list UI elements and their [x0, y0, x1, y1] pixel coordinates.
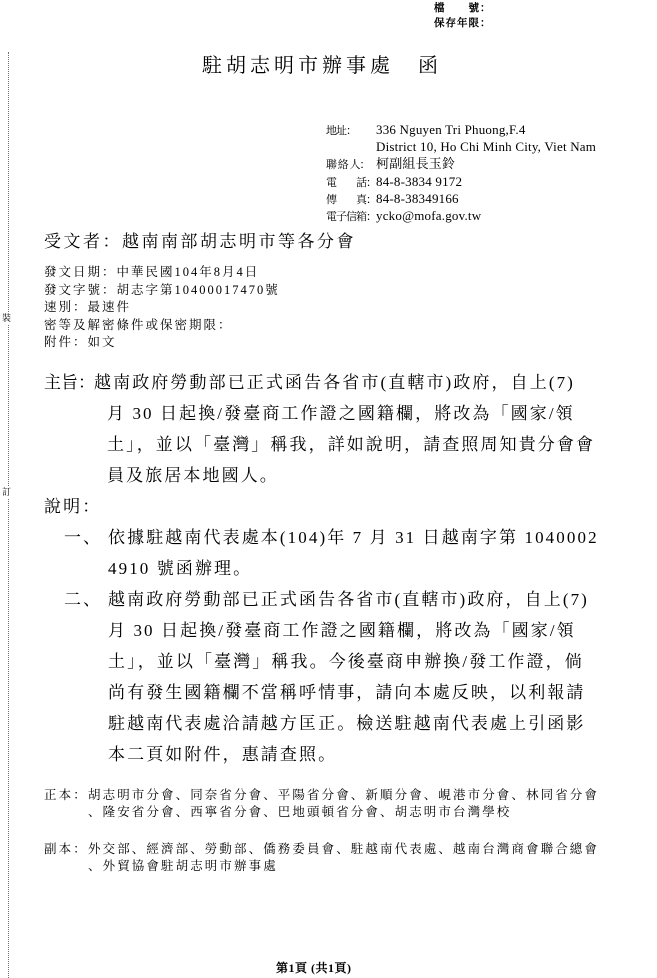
dispatch-date-label: 發文日期：: [44, 265, 117, 279]
address-row: [326, 121, 596, 138]
dispatch-meta: [44, 264, 280, 352]
email-row: [326, 207, 596, 224]
email-address: ycko@mofa.gov.tw: [376, 207, 482, 223]
copy-recipients-label: 副本：: [44, 842, 88, 856]
explanation-heading-line: [0, 491, 657, 522]
contact-person-row: [326, 155, 596, 172]
subject-line: [0, 429, 657, 460]
classification-row: [44, 317, 280, 335]
item-text-line: 駐越南代表處洽請越方匡正。檢送駐越南代表處上引函影: [108, 714, 586, 733]
item-text-line: 月 30 日起換/發臺商工作證之國籍欄，將改為「國家/領: [108, 621, 576, 640]
address-line1: 336 Nguyen Tri Phuong,F.4: [376, 122, 526, 137]
explanation-item-line: [0, 739, 657, 770]
explanation-item-line: [0, 646, 657, 677]
item-text-line: 依據駐越南代表處本(104)年 7 月 31 日越南字第 1040002: [108, 528, 599, 547]
explanation-item-line: [0, 553, 657, 584]
binding-mark-zhuang: 裝: [2, 313, 12, 323]
explanation-item-line: [0, 708, 657, 739]
original-recipients-line: 胡志明市分會、同奈省分會、平陽省分會、新順分會、峴港市分會、林同省分會: [88, 788, 600, 802]
speed-row: [44, 299, 280, 317]
email-label: 電子信箱：: [326, 210, 376, 223]
explanation-item-line: [0, 615, 657, 646]
item-marker: 二、: [64, 590, 103, 609]
subject-line: [0, 367, 657, 398]
dispatch-date: 中華民國104年8月4日: [116, 265, 260, 279]
dispatch-number: 胡志字第10400017470號: [116, 282, 280, 297]
recipient-line: [44, 231, 356, 253]
dispatch-number-row: [44, 282, 280, 300]
copy-recipients-line: 外交部、經濟部、勞動部、僑務委員會、駐越南代表處、越南台灣商會聯合總會: [88, 842, 600, 856]
recipient-value: 越南南部胡志明市等各分會: [122, 232, 356, 251]
phone-number: 84-8-3834 9172: [376, 173, 463, 189]
letter-body: [0, 367, 657, 770]
subject-text-line: 月 30 日起換/發臺商工作證之國籍欄，將改為「國家/領: [107, 404, 575, 423]
item-text-line: 本二頁如附件，惠請查照。: [108, 745, 338, 764]
subject-text-line: 員及旅居本地國人。: [107, 466, 279, 485]
item-text-line: 土」，並以「臺灣」稱我。今後臺商申辦換/發工作證，倘: [108, 652, 584, 671]
item-text-line: 尚有發生國籍欄不當稱呼情事，請向本處反映，以利報請: [108, 683, 586, 702]
explanation-item-line: [0, 522, 657, 553]
classification-label: 密等及解密條件或保密期限：: [44, 317, 233, 332]
address-label: 地址：: [326, 125, 356, 137]
explanation-item-line: [0, 584, 657, 615]
attachment-value: 如文: [87, 335, 117, 349]
contact-person-label: 聯 絡 人：: [326, 159, 370, 172]
page-number: 第1頁 (共1頁): [276, 961, 352, 975]
speed-value: 最速件: [87, 300, 132, 314]
fax-label: 傳 真：: [326, 193, 376, 206]
address-line2: District 10, Ho Chi Minh City, Viet Nam: [376, 139, 597, 155]
subject-text-line: 土」，並以「臺灣」稱我，詳如說明，請查照周知貴分會會: [107, 435, 596, 454]
explanation-item-line: [0, 677, 657, 708]
copy-recipients-line: 、外貿協會駐胡志明市辦事處: [88, 859, 278, 873]
contact-block: [326, 121, 596, 224]
attachment-row: [44, 334, 280, 352]
subject-label: 主旨：: [44, 373, 95, 392]
subject-line: [0, 398, 657, 429]
file-number-label: 檔 號：: [434, 3, 492, 14]
contact-person: 柯副組長玉鈴: [376, 156, 456, 172]
address-row-2: [326, 138, 596, 155]
item-marker: 一、: [64, 528, 103, 547]
phone-row: [326, 173, 596, 190]
binding-mark-ding: 訂: [2, 487, 12, 497]
fax-row: [326, 190, 596, 207]
original-recipients-label: 正本：: [44, 788, 88, 802]
recipient-label: 受文者：: [44, 232, 122, 251]
subject-line: [0, 460, 657, 491]
subject-text-line: 越南政府勞動部已正式函告各省市(直轄市)政府，自上(7): [94, 373, 575, 392]
phone-label: 電 話：: [326, 176, 376, 189]
original-recipients-line: 、隆安省分會、西寧省分會、巴地頭頓省分會、胡志明市台灣學校: [88, 805, 512, 819]
speed-label: 速別：: [44, 300, 88, 314]
document-title: 駐胡志明市辦事處 函: [202, 55, 442, 77]
item-text-line: 4910 號函辦理。: [108, 559, 253, 578]
attachment-label: 附件：: [44, 335, 88, 349]
item-text-line: 越南政府勞動部已正式函告各省市(直轄市)政府，自上(7): [108, 590, 589, 609]
retention-period-label: 保存年限：: [434, 18, 492, 29]
explanation-label: 說明：: [44, 497, 102, 516]
dispatch-date-row: [44, 264, 280, 282]
dispatch-number-label: 發文字號：: [44, 282, 117, 297]
fax-number: 84-8-38349166: [376, 190, 459, 206]
